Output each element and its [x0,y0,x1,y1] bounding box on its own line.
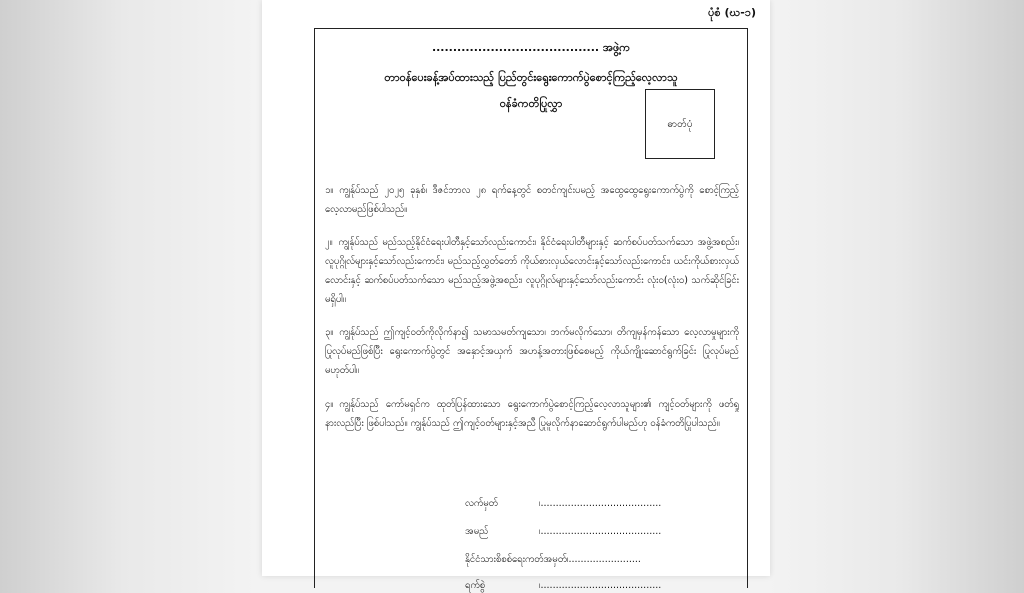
photo-label: ဓာတ်ပုံ [667,118,693,130]
signature-label: လက်မှတ် [465,498,498,509]
extra-field[interactable]: ၊........................................ [539,580,662,591]
name-field[interactable]: ၊........................................ [539,526,662,537]
photo-box [645,89,715,159]
header-subtitle: ဝန်ခံကတိပြုလွှာ [499,97,563,110]
header-title: တာဝန်ပေးခန့်အပ်ထားသည့် ပြည်တွင်းရွေးကောက်ပွဲစောင့်ကြည့်လေ့လာသူ [384,71,678,84]
name-label: အမည် [465,526,489,537]
paragraph-text: ကျွန်ုပ်သည် ကော်မရှင်က ထုတ်ပြန်ထားသော ရွေးကောက်ပွဲစောင့်ကြည့်လေ့လာသူများ၏ ကျင့်ဝတ်များကို ဖတ်ရှုနားလည်ပြီး ဖြစ်ပါသည်။ ကျွန်ုပ်သည် ဤကျင့်ဝတ်များနှင့်အညီ ပြုမူလိုက်နာဆောင်ရွက်ပါမည်ဟု ဝန်ခံကတိပြုပါသည်။ [325,399,739,429]
nrc-field[interactable]: ၊........................ [566,554,641,565]
paragraph-number: ၂။ [325,237,333,248]
paragraph-number: ၃။ [325,327,334,338]
form-code: ပုံစံ (ဃ-၁) [708,6,756,19]
nrc-label: နိုင်ငံသားစိစစ်ရေးကတ်အမှတ် [465,554,567,565]
paragraph-3 [325,323,739,380]
paragraph-2 [325,233,739,309]
extra-label: ရက်စွဲ [465,580,486,591]
document-page [262,0,770,591]
name-row [465,525,661,539]
paragraph-text: ကျွန်ုပ်သည် ၂၀၂၅ ခုနှစ်၊ ဒီဇင်ဘာလ ၂၈ ရက်နေ့တွင် စတင်ကျင်းပမည့် အထွေထွေရွေးကောက်ပွဲကို စောင့်ကြည့်လေ့လာမည်ဖြစ်ပါသည်။ [325,185,739,215]
paragraph-number: ၁။ [325,185,334,196]
signature-row [465,497,661,511]
header-organization-line: ........................................ အဖွဲ့က [431,41,631,54]
signature-field[interactable]: ၊........................................ [539,498,662,509]
paragraph-1 [325,181,739,219]
nrc-row [465,553,641,567]
paragraph-text: ကျွန်ုပ်သည် မည်သည့်နိုင်ငံရေးပါတီနှင့်သော်လည်းကောင်း၊ နိုင်ငံရေးပါတီများနှင့် ဆက်စပ်ပတ်သက်သော အဖွဲ့အစည်း၊ လူပုဂ္ဂိုလ်များနှင့်သော်လည်းကောင်း၊ မည်သည့်လွှတ်တော် ကိုယ်စားလှယ်လောင်းနှင့်သော်လည်းကောင်း၊ ယင်းကိုယ်စားလှယ်လောင်းနှင့် ဆက်စပ်ပတ်သက်သော မည်သည့်အဖွဲ့အစည်း၊ လူပုဂ္ဂိုလ်များနှင့်သော်လည်းကောင်း လုံး၀(လုံး၀) သက်ဆိုင်ခြင်း မရှိပါ။ [325,237,739,305]
form-frame [314,28,748,591]
paragraph-text: ကျွန်ုပ်သည် ဤကျင့်ဝတ်ကိုလိုက်နာ၍ သမာသမတ်ကျသော၊ ဘက်မလိုက်သော၊ တိကျမှန်ကန်သော လေ့လာမှုများကိုပြုလုပ်မည်ဖြစ်ပြီး ရွေးကောက်ပွဲတွင် အနှောင့်အယှက် အဟန့်အတားဖြစ်စေမည့် ကိုယ်ကျိုးဆောင်ရွက်ခြင်း ပြုလုပ်မည်မဟုတ်ပါ။ [325,327,739,376]
paragraph-4 [325,395,739,433]
extra-row [465,579,661,593]
paragraph-number: ၄။ [325,399,334,410]
